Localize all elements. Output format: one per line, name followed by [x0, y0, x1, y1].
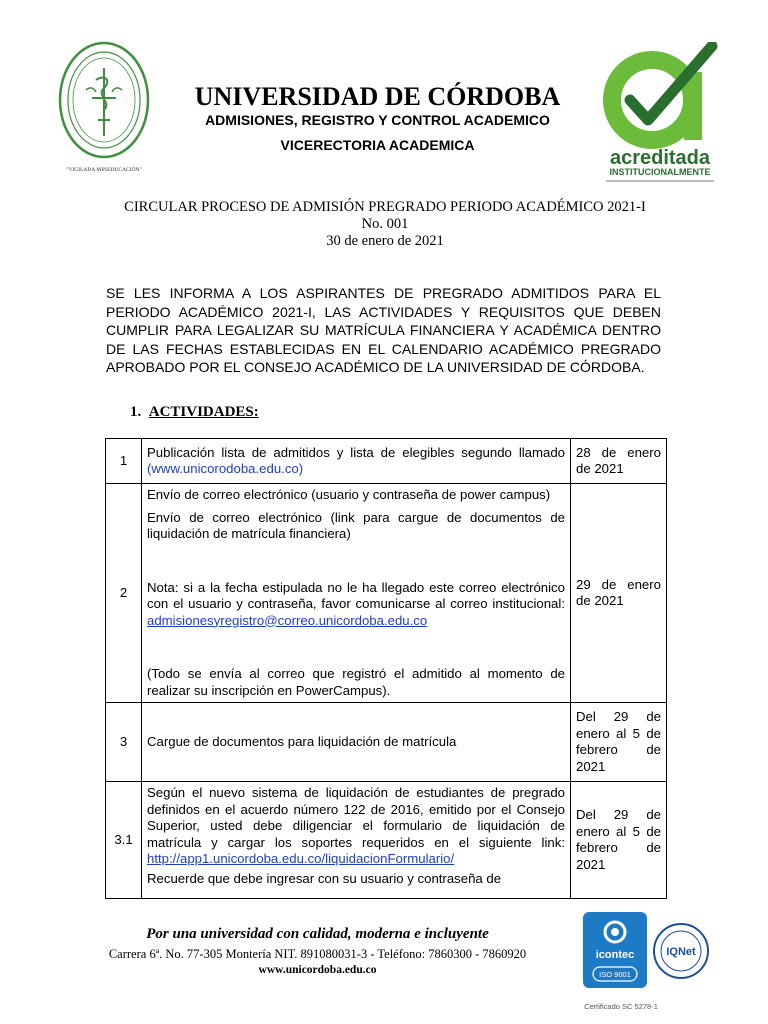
activity-note: [147, 580, 565, 630]
activity-cell: [142, 439, 571, 484]
activities-table: [105, 438, 667, 899]
email-link[interactable]: admisionesyregistro@correo.unicordoba.edu.co: [147, 612, 428, 628]
activity-paragraph: Envío de correo electrónico (link para cargue de documentos de liquidación de matrícula financiera): [147, 509, 565, 541]
circular-number: No. 001: [361, 216, 409, 232]
university-seal-logo: [56, 40, 152, 174]
row-number: 1: [106, 439, 142, 484]
activity-paragraph: (Todo se envía al correo que registró el admitido al momento de realizar su inscripción en PowerCampus).: [147, 666, 565, 698]
certificate-number: Certificado SC 5278-1: [584, 1002, 658, 1011]
activity-paragraph: Recuerde que debe ingresar con su usuario y contraseña de: [147, 870, 502, 886]
row-number: 3: [106, 703, 142, 782]
iso-label: ISO 9001: [599, 970, 631, 979]
university-name: UNIVERSIDAD DE CÓRDOBA: [194, 82, 561, 111]
section-number: 1.: [130, 404, 142, 420]
table-row: [106, 439, 667, 484]
form-link[interactable]: http://app1.unicordoba.edu.co/liquidacionFormulario/: [147, 851, 455, 866]
table-row: [106, 703, 667, 782]
circular-title: CIRCULAR PROCESO DE ADMISIÓN PREGRADO PERIODO ACADÉMICO 2021-I: [124, 199, 646, 215]
date-cell: Del 29 de enero al 5 de febrero de 2021: [571, 782, 667, 899]
website-link[interactable]: (www.unicorodoba.edu.co): [147, 461, 304, 476]
activity-text: Cargue de documentos para liquidación de matrícula: [142, 703, 571, 782]
activity-text: Publicación lista de admitidos y lista de elegibles segundo llamado: [147, 444, 565, 460]
footer-website[interactable]: www.unicordoba.edu.co: [258, 964, 377, 976]
section-title: ACTIVIDADES:: [148, 404, 259, 420]
accreditation-logo: [600, 42, 720, 188]
seal-motto: "VIGILADA MINEDUCACIÓN": [66, 167, 142, 173]
icontec-logo: [583, 912, 647, 988]
date-cell: 29 de enero de 2021: [571, 484, 667, 703]
date-cell: 28 de enero de 2021: [571, 439, 667, 484]
date-cell: Del 29 de enero al 5 de febrero de 2021: [571, 703, 667, 782]
accreditation-sub: INSTITUCIONALMENTE: [609, 167, 711, 177]
vice-rectorate-title: VICERECTORIA ACADEMICA: [280, 137, 475, 153]
section-heading: [130, 404, 259, 421]
activity-paragraph: Envío de correo electrónico (usuario y contraseña de power campus): [147, 487, 551, 502]
circular-date: 30 de enero de 2021: [326, 233, 444, 249]
department-title: ADMISIONES, REGISTRO Y CONTROL ACADEMICO: [205, 112, 550, 128]
footer-address: Carrera 6ª. No. 77-305 Montería NIT. 891080031-3 - Teléfono: 7860300 - 7860920: [108, 947, 527, 961]
table-row: [106, 782, 667, 899]
row-number: 3.1: [106, 782, 142, 899]
intro-paragraph: SE LES INFORMA A LOS ASPIRANTES DE PREGRADO ADMITIDOS PARA EL PERIODO ACADÉMICO 2021-I, LAS ACTIVIDADES Y REQUISITOS QUE DEBEN CUMPLIR PARA LEGALIZAR SU MATRÍCULA FINANCIERA Y ACADÉMICA DENTRO DE LAS FECHAS ESTABLECIDAS EN EL CALENDARIO ACADÉMICO PREGRADO APROBADO POR EL CONSEJO ACADÉMICO DE LA UNIVERSIDAD DE CÓRDOBA.: [106, 285, 661, 376]
note-text: Nota: si a la fecha estipulada no le ha llegado este correo electrónico con el usuario y contraseña, favor comunicarse al correo institucional:: [147, 579, 565, 611]
footer-slogan: Por una universidad con calidad, moderna e incluyente: [146, 926, 489, 942]
row-number: 2: [106, 484, 142, 703]
iqnet-label: IQNet: [666, 946, 696, 958]
icontec-label: icontec: [595, 949, 635, 961]
activity-cell: [142, 484, 571, 703]
accreditation-word: acreditada: [609, 147, 711, 169]
activity-paragraph: [147, 785, 565, 868]
activity-cell: [142, 782, 571, 899]
iqnet-logo: [652, 922, 710, 980]
activity-text: Según el nuevo sistema de liquidación de estudiantes de pregrado definidos en el acuerdo número 122 de 2016, emitido por el Consejo Superior, usted debe diligenciar el formulario de liquidación de matrícula y cargar los soportes requeridos en el siguiente link:: [147, 785, 565, 850]
table-row: [106, 484, 667, 703]
